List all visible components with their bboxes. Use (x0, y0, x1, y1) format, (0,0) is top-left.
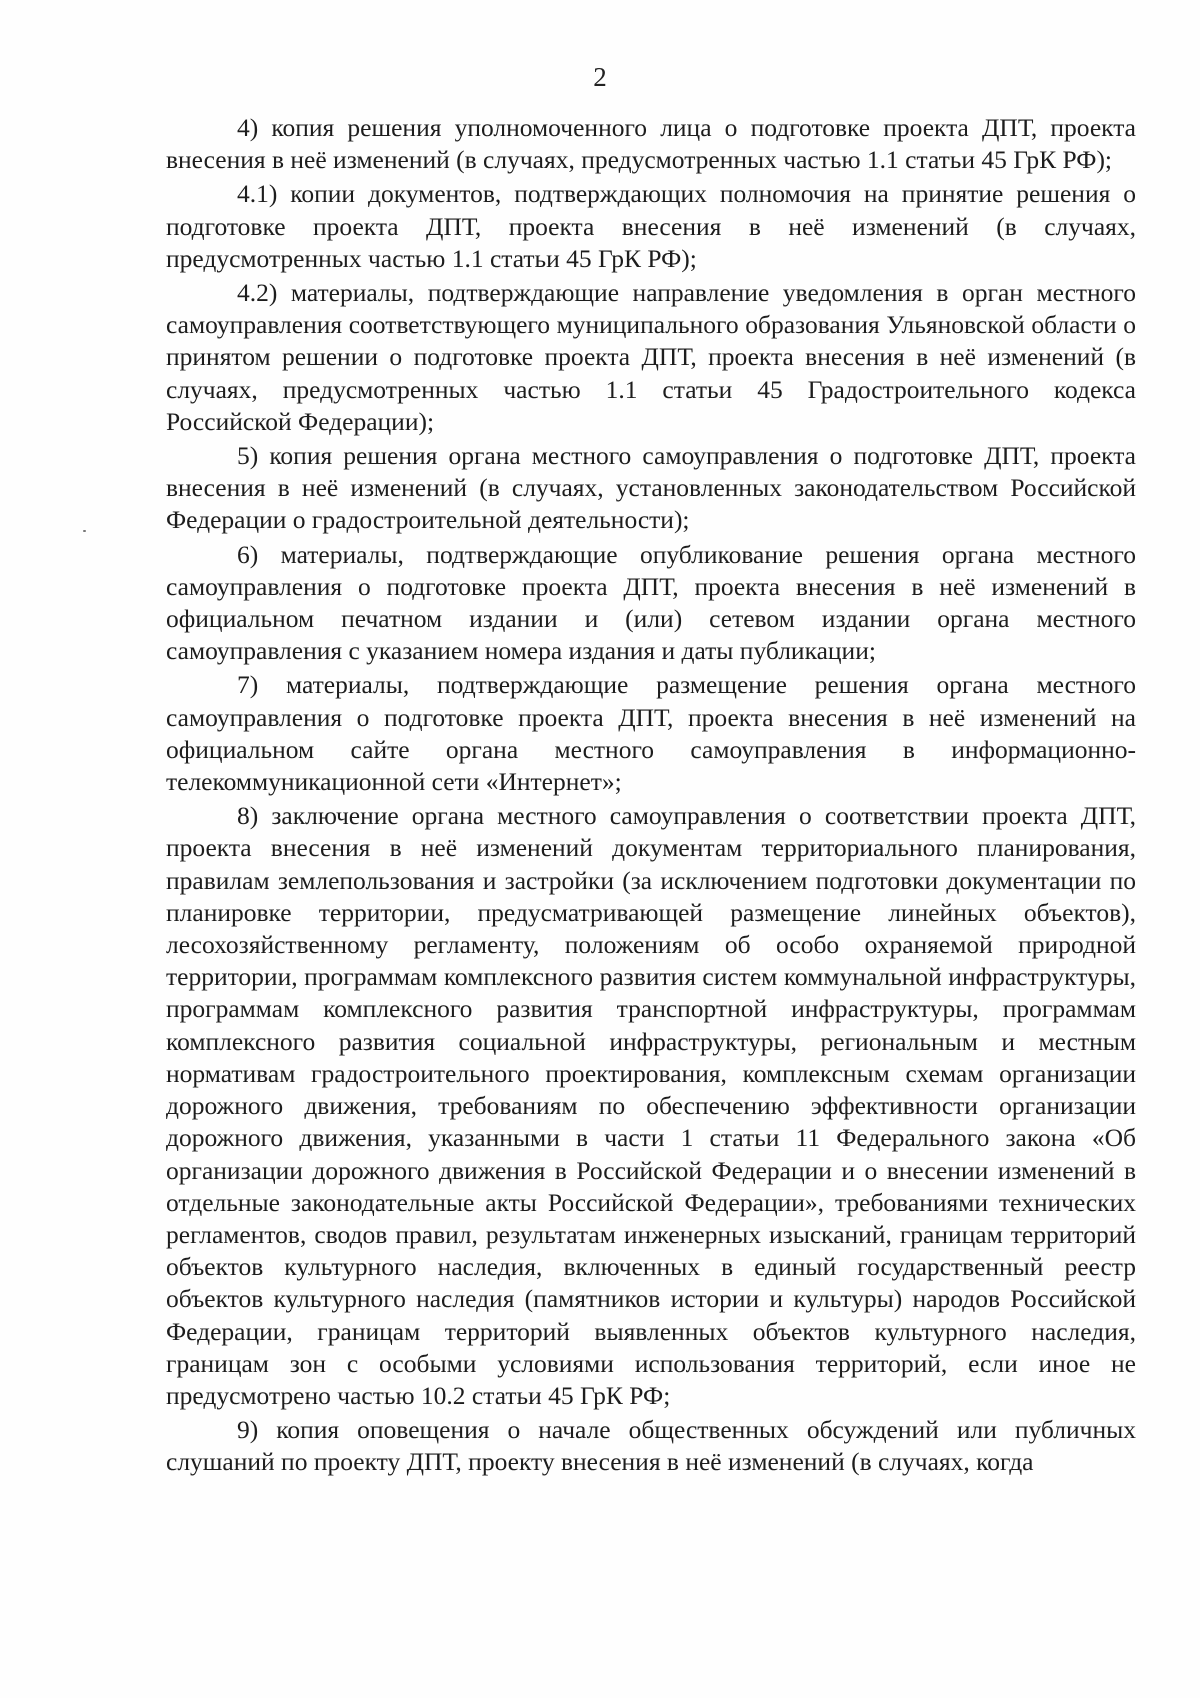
paragraph-item-5: 5) копия решения органа местного самоуправления о подготовке ДПТ, проекта внесения в неё изменений (в случаях, установленных законодательством Российской Федерации о градостроительной деятельности); (166, 441, 1136, 535)
paragraph-item-7: 7) материалы, подтверждающие размещение решения органа местного самоуправления о подготовке проекта ДПТ, проекта внесения в неё изменений на официальном сайте органа местного самоуправления в информационно-телекоммуникационной сети «Интернет»; (166, 670, 1136, 797)
paragraph-item-4: 4) копия решения уполномоченного лица о подготовке проекта ДПТ, проекта внесения в неё изменений (в случаях, предусмотренных частью 1.1 статьи 45 ГрК РФ); (166, 113, 1136, 175)
paragraph-item-6: 6) материалы, подтверждающие опубликование решения органа местного самоуправления о подготовке проекта ДПТ, проекта внесения в неё изменений в официальном печатном издании и (или) сетевом издании органа местного самоуправления с указанием номера издания и даты публикации; (166, 539, 1136, 666)
paragraph-item-9: 9) копия оповещения о начале общественных обсуждений или публичных слушаний по проекту ДПТ, проекту внесения в неё изменений (в случаях, когда (166, 1415, 1136, 1477)
paragraph-item-4-1: 4.1) копии документов, подтверждающих полномочия на принятие решения о подготовке проекта ДПТ, проекта внесения в неё изменений (в случаях, предусмотренных частью 1.1 статьи 45 ГрК РФ); (166, 179, 1136, 273)
paragraph-item-4-2: 4.2) материалы, подтверждающие направление уведомления в орган местного самоуправления соответствующего муниципального образования Ульяновской области о принятом решении о подготовке проекта ДПТ, проекта внесения в неё изменений (в случаях, предусмотренных частью 1.1 статьи 45 Градостроительного кодекса Российской Федерации); (166, 278, 1136, 436)
paragraph-item-8: 8) заключение органа местного самоуправления о соответствии проекта ДПТ, проекта внесения в неё изменений документам территориального планирования, правилам землепользования и застройки (за исключением подготовки документации по планировке территории, предусматривающей размещение линейных объектов), лесохозяйственному регламенту, положениям об особо охраняемой природной территории, программам комплексного развития систем коммунальной инфраструктуры, программам комплексного развития транспортной инфраструктуры, программам комплексного развития социальной инфраструктуры, региональным и местным нормативам градостроительного проектирования, комплексным схемам организации дорожного движения, требованиям по обеспечению эффективности организации дорожного движения, указанными в части 1 статьи 11 Федерального закона «Об организации дорожного движения в Российской Федерации и о внесении изменений в отдельные законодательные акты Российской Федерации», требованиями технических регламентов, сводов правил, результатам инженерных изысканий, границам территорий объектов культурного наследия, включенных в единый государственный реестр объектов культурного наследия (памятников истории и культуры) народов Российской Федерации, границам территорий выявленных объектов культурного наследия, границам зон с особыми условиями использования территорий, если иное не предусмотрено частью 10.2 статьи 45 ГрК РФ; (166, 801, 1136, 1410)
page-number: 2 (593, 62, 607, 92)
scan-speck (83, 530, 86, 532)
document-body (166, 112, 1136, 1481)
